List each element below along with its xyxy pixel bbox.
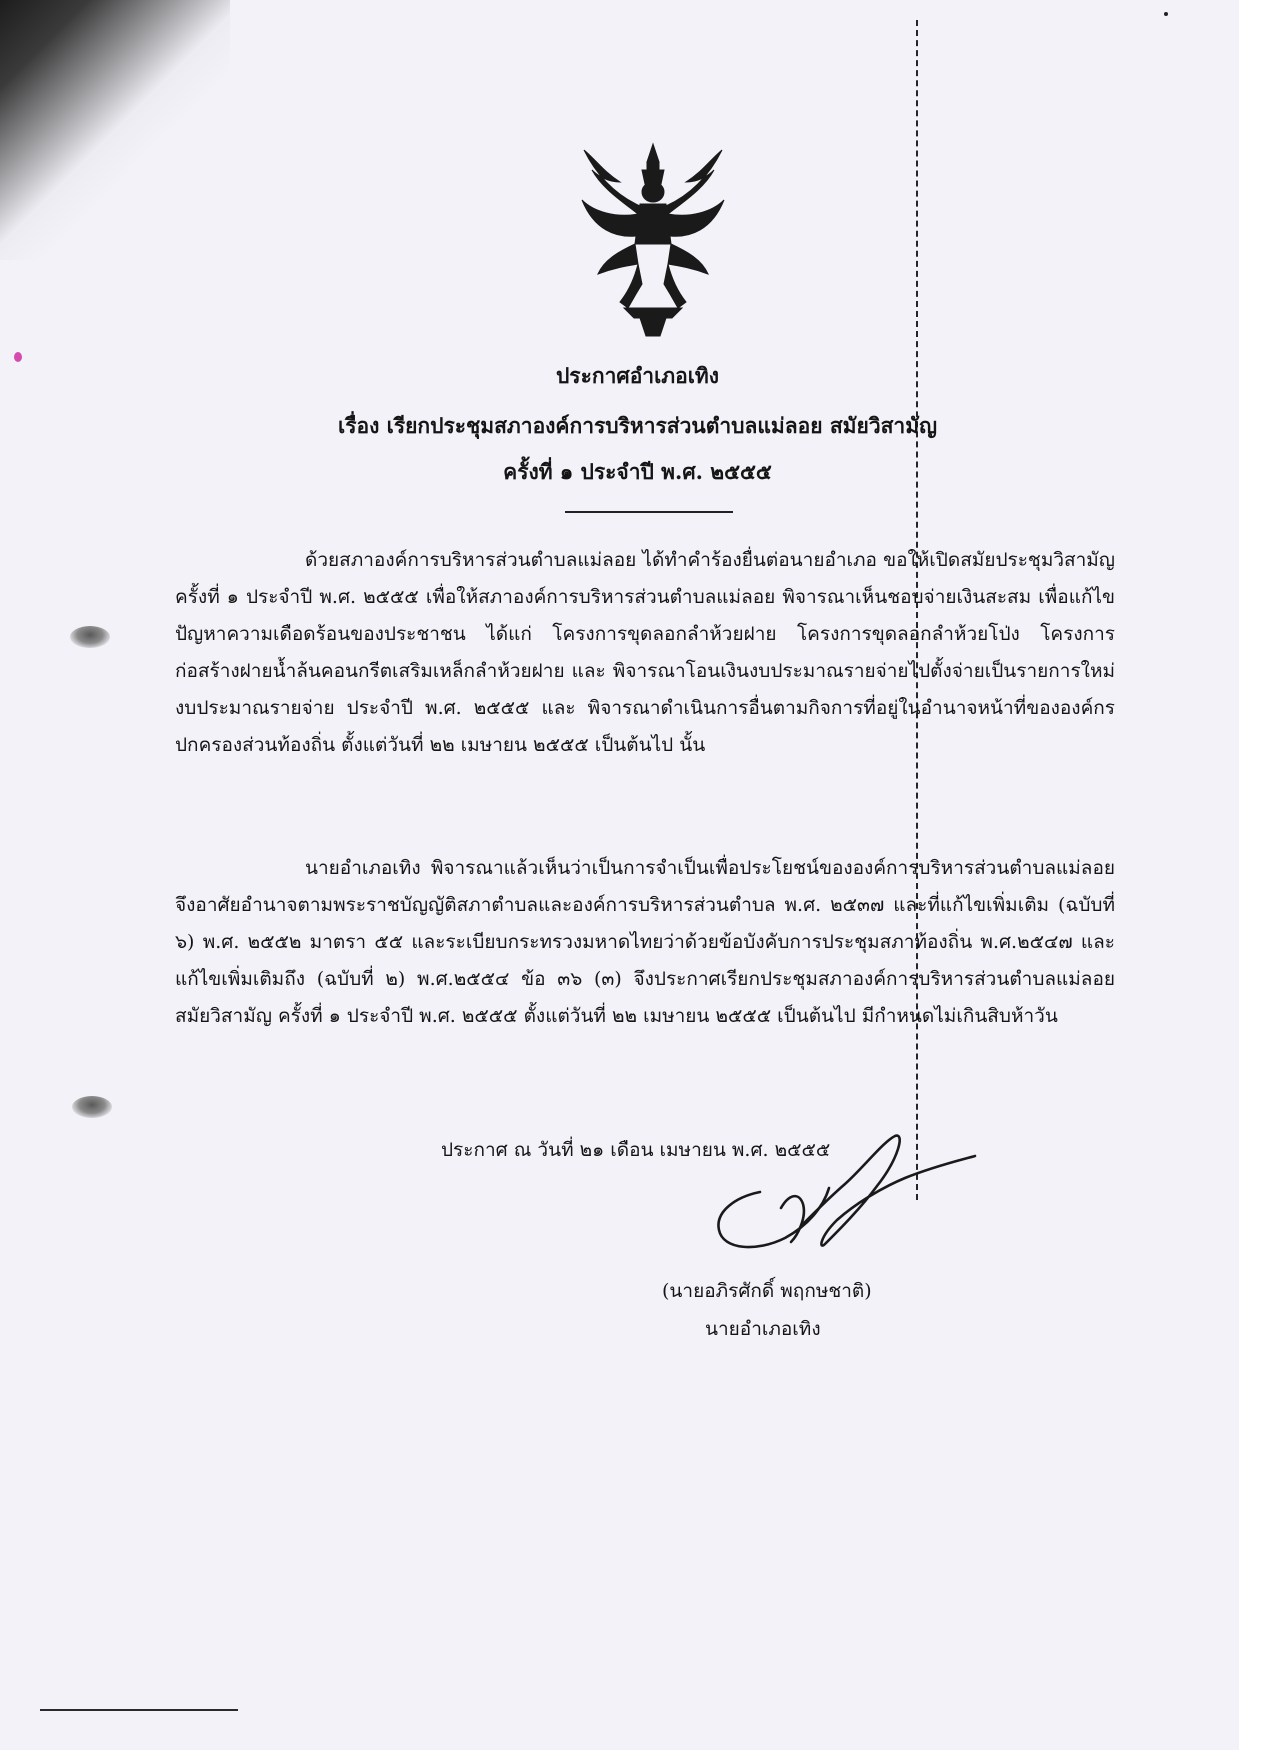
announcement-subject: เรื่อง เรียกประชุมสภาองค์การบริหารส่วนตำบลแม่ลอย สมัยวิสามัญ bbox=[338, 413, 937, 438]
announcement-title: ประกาศอำเภอเทิง bbox=[555, 363, 720, 388]
body-paragraph-2 bbox=[175, 850, 1115, 1035]
signer-name: (นายอภิรศักดิ์ พฤกษชาติ) bbox=[662, 1280, 872, 1302]
punch-hole bbox=[72, 1096, 112, 1118]
paragraph-1-text: ด้วยสภาองค์การบริหารส่วนตำบลแม่ลอย ได้ทำคำร้องยื่นต่อนายอำเภอ ขอให้เปิดสมัยประชุมวิสามัญ ครั้งที่ ๑ ประจำปี พ.ศ. ๒๕๕๕ เพื่อให้สภาองค์การบริหารส่วนตำบลแม่ลอย พิจารณาเห็นชอบจ่ายเงินสะสม เพื่อแก้ไขปัญหาความเดือดร้อนของประชาชน ได้แก่ โครงการขุดลอกลำห้วยฝาย โครงการขุดลอกลำห้วยโป่ง โครงการก่อสร้างฝายน้ำล้นคอนกรีตเสริมเหล็กลำห้วยฝาย และ พิจารณาโอนเงินงบประมาณรายจ่ายไปตั้งจ่ายเป็นรายการใหม่ งบประมาณรายจ่าย ประจำปี พ.ศ. ๒๕๕๕ และ พิจารณาดำเนินการอื่นตามกิจการที่อยู่ในอำนาจหน้าที่ขององค์กรปกครองส่วนท้องถิ่น ตั้งแต่วันที่ ๒๒ เมษายน ๒๕๕๕ เป็นต้นไป นั้น bbox=[175, 549, 1115, 757]
body-paragraph-1 bbox=[175, 542, 1115, 764]
signer-title: นายอำเภอเทิง bbox=[705, 1318, 821, 1340]
scan-edge-strip bbox=[1239, 0, 1275, 1750]
scan-shadow-corner bbox=[0, 0, 230, 260]
announcement-dateline: ประกาศ ณ วันที่ ๒๑ เดือน เมษายน พ.ศ. ๒๕๕๕ bbox=[441, 1139, 831, 1161]
announcement-session: ครั้งที่ ๑ ประจำปี พ.ศ. ๒๕๕๕ bbox=[503, 459, 772, 484]
ink-speck bbox=[1164, 12, 1168, 16]
paragraph-2-text: นายอำเภอเทิง พิจารณาแล้วเห็นว่าเป็นการจำเป็นเพื่อประโยชน์ขององค์การบริหารส่วนตำบลแม่ลอย จึงอาศัยอำนาจตามพระราชบัญญัติสภาตำบลและองค์การบริหารส่วนตำบล พ.ศ. ๒๕๓๗ และที่แก้ไขเพิ่มเติม (ฉบับที่ ๖) พ.ศ. ๒๕๕๒ มาตรา ๕๕ และระเบียบกระทรวงมหาดไทยว่าด้วยข้อบังคับการประชุมสภาท้องถิ่น พ.ศ.๒๕๔๗ และแก้ไขเพิ่มเติมถึง (ฉบับที่ ๒) พ.ศ.๒๕๕๔ ข้อ ๓๖ (๓) จึงประกาศเรียกประชุมสภาองค์การบริหารส่วนตำบลแม่ลอย สมัยวิสามัญ ครั้งที่ ๑ ประจำปี พ.ศ. ๒๕๕๕ ตั้งแต่วันที่ ๒๒ เมษายน ๒๕๕๕ เป็นต้นไป มีกำหนดไม่เกินสิบห้าวัน bbox=[175, 857, 1115, 1028]
bottom-rule bbox=[40, 1709, 238, 1711]
garuda-emblem-icon bbox=[568, 140, 738, 340]
handwritten-signature bbox=[705, 1112, 995, 1272]
header-divider bbox=[565, 511, 733, 513]
punch-hole bbox=[70, 626, 110, 648]
